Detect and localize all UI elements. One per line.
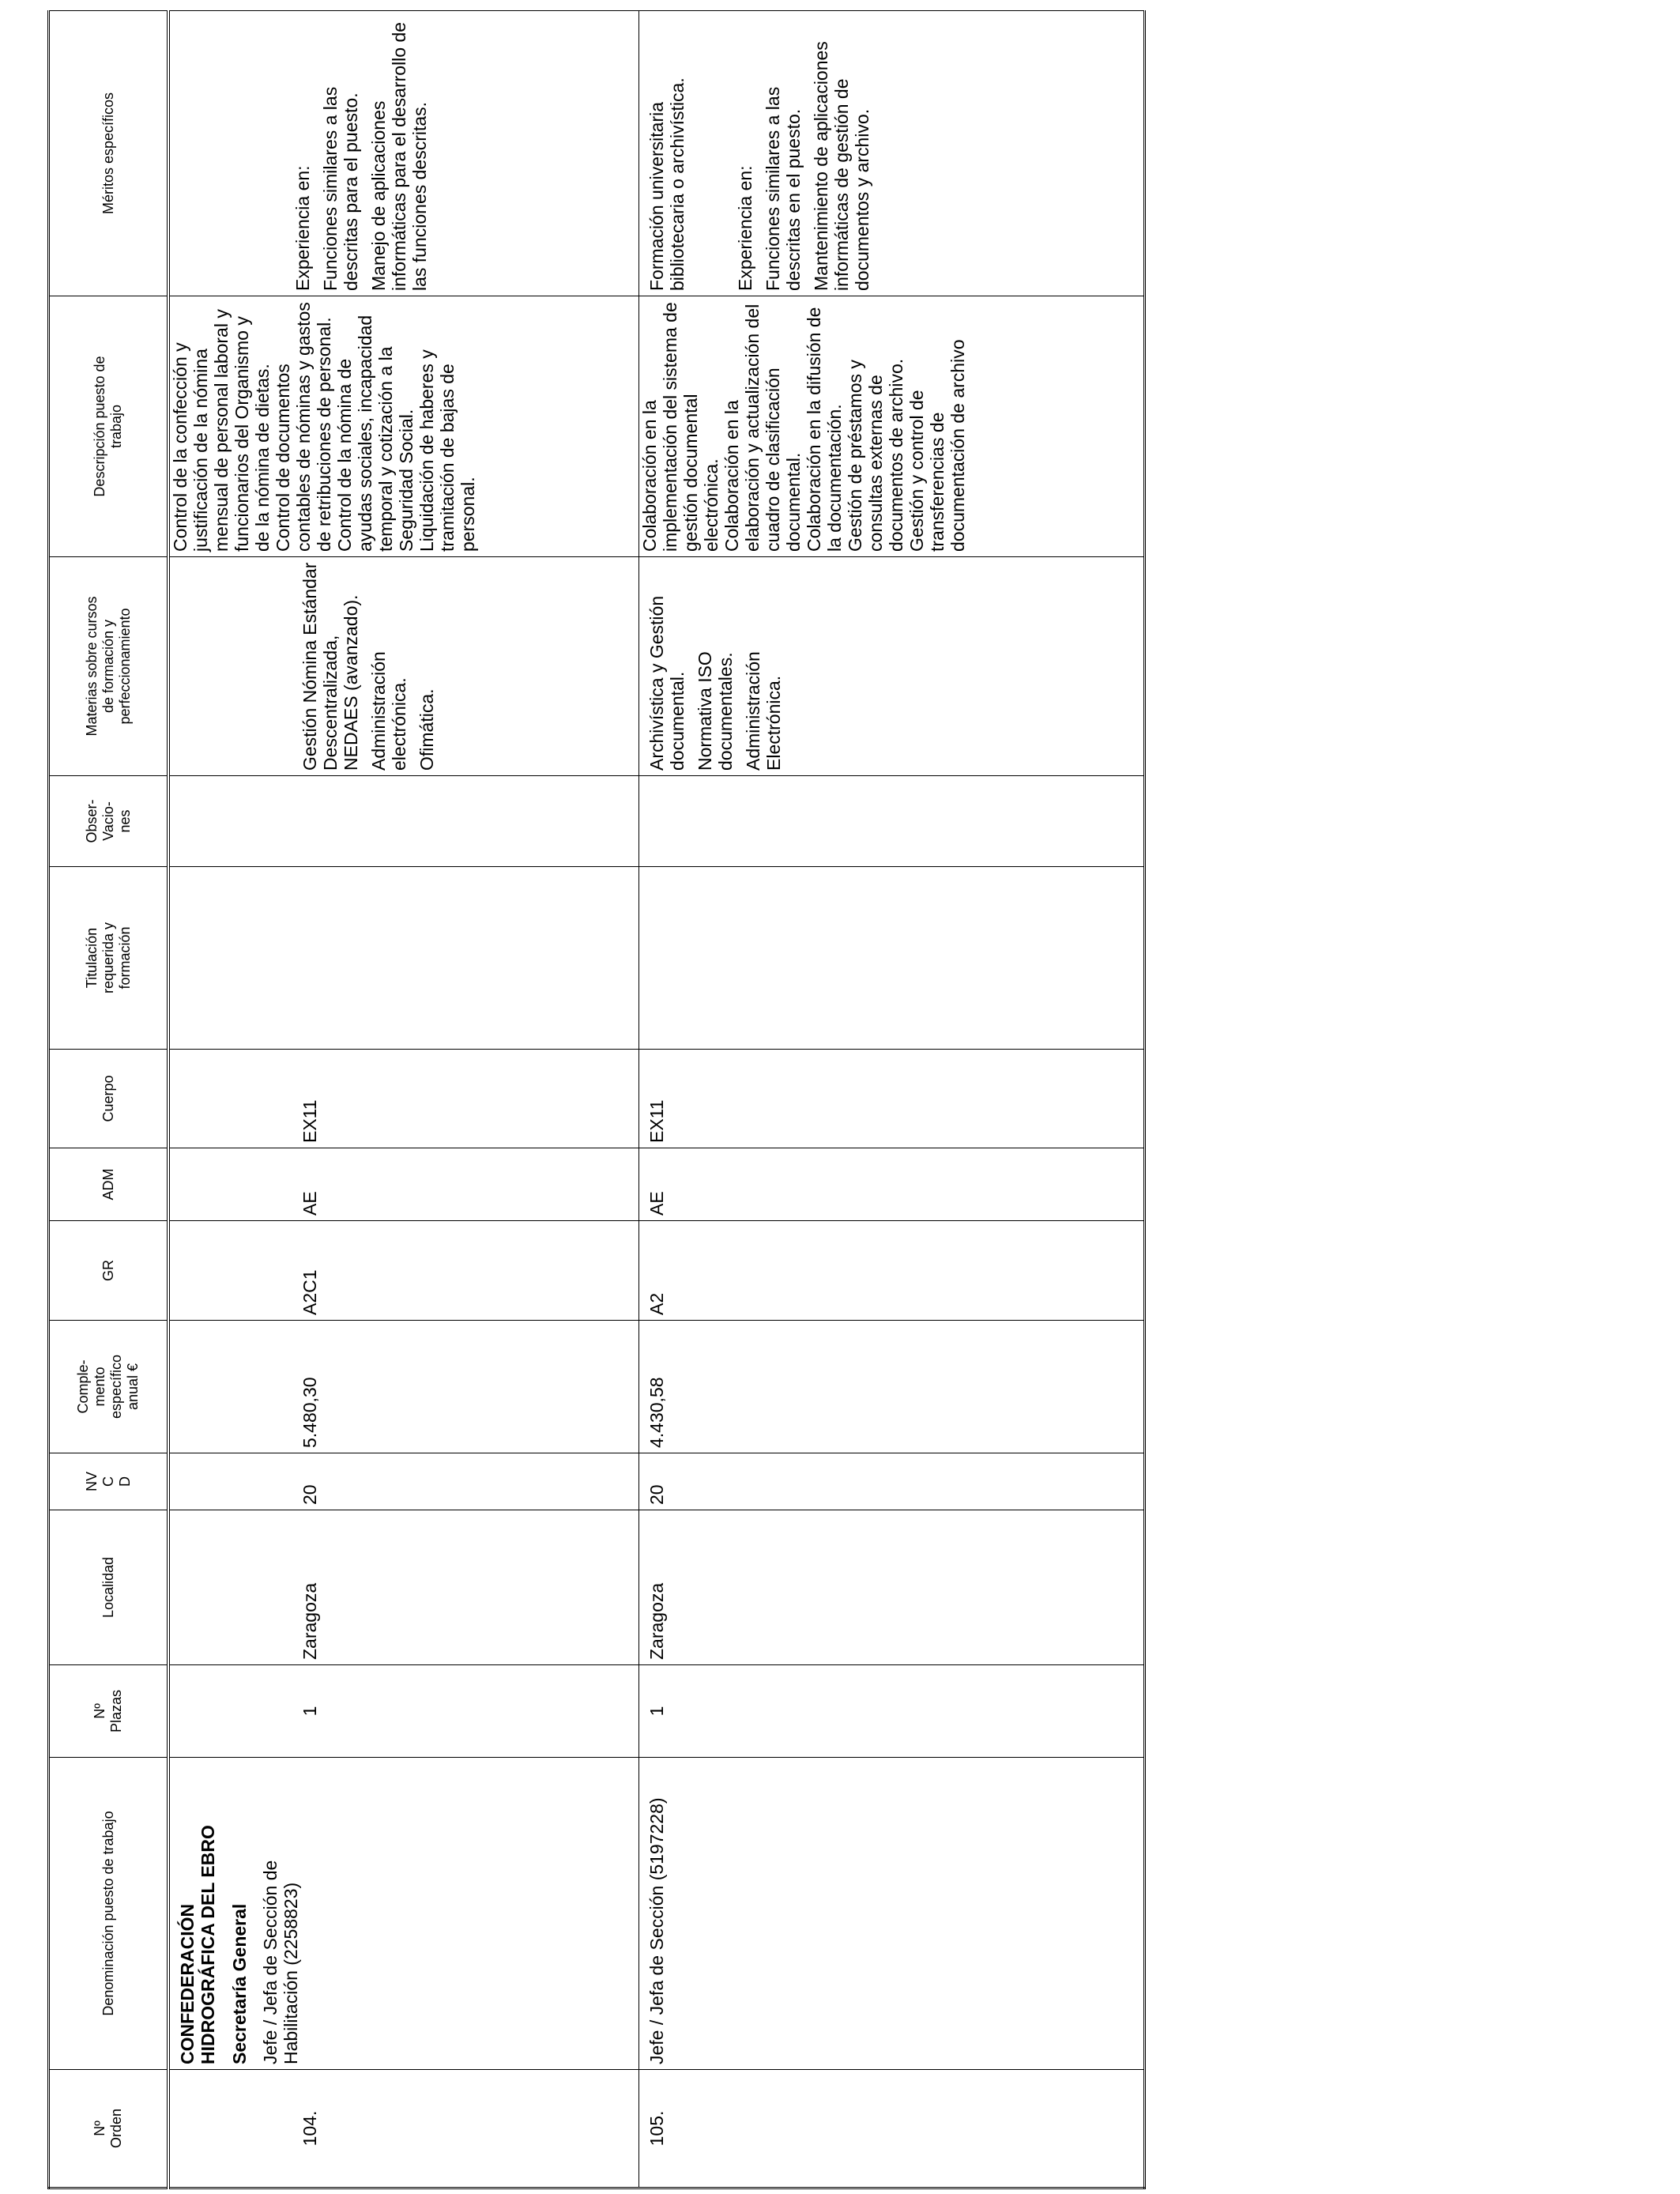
materia-item: Ofimática. — [416, 688, 437, 771]
header-localidad: Localidad — [49, 1510, 169, 1665]
organismo-heading: CONFEDERACIÓN HIDROGRÁFICA DEL EBRO — [177, 1825, 218, 2064]
cell-orden: 105. — [638, 2070, 1144, 2188]
header-meritos: Méritos específicos — [49, 11, 169, 296]
header-orden: Nº Orden — [49, 2070, 169, 2188]
cell-localidad: Zaragoza — [638, 1510, 1144, 1665]
cell-complemento: 5.480,30 — [168, 1321, 638, 1453]
cell-grupo: A2C1 — [168, 1221, 638, 1321]
descripcion-list — [170, 301, 478, 552]
table-row-104 — [168, 11, 638, 2188]
materia-item: Archivística y Gestión documental. — [646, 595, 687, 771]
denominacion-text: Jefe / Jefa de Sección de Habilitación (2258823) — [260, 1860, 301, 2064]
header-nivel: NV C D — [49, 1453, 169, 1510]
descripcion-item: Control de documentos contables de nóminas y gastos de retribuciones de personal. — [273, 302, 334, 552]
descripcion-item: Liquidación de haberes y tramitación de bajas de personal. — [416, 349, 478, 552]
descripcion-item: Control de la nómina de ayudas sociales, incapacidad temporal y cotización a la Seguridad Social. — [334, 315, 416, 552]
header-adm: ADM — [49, 1148, 169, 1221]
cell-cuerpo: EX11 — [638, 1050, 1144, 1148]
table-row-105 — [638, 11, 1144, 2188]
materia-item: Administración Electrónica. — [742, 651, 784, 771]
cell-meritos — [168, 11, 638, 296]
rpt-table — [47, 10, 1146, 2189]
header-grupo: GR — [49, 1221, 169, 1321]
merito-item: Funciones similares a las descritas en el puesto. — [762, 86, 804, 291]
merito-item: Funciones similares a las descritas para el puesto. — [320, 86, 361, 291]
cell-descripcion — [638, 296, 1144, 557]
materia-item: Gestión Nómina Estándar Descentralizada, NEDAES (avanzado). — [299, 562, 361, 771]
materia-item: Administración electrónica. — [368, 651, 409, 771]
cell-adm: AE — [638, 1148, 1144, 1221]
cell-titulacion — [638, 867, 1144, 1050]
header-plazas: Nº Plazas — [49, 1665, 169, 1758]
header-complemento: Comple- mento específico anual € — [49, 1321, 169, 1453]
descripcion-item: Gestión y control de transferencias de documentación de archivo — [906, 339, 968, 552]
cell-grupo: A2 — [638, 1221, 1144, 1321]
cell-denominacion — [168, 1758, 638, 2070]
descripcion-item: Gestión de préstamos y consultas externas de documentos de archivo. — [844, 358, 906, 552]
cell-observaciones — [638, 776, 1144, 867]
merito-item: Mantenimiento de aplicaciones informáticas de gestión de documentos y archivo. — [810, 41, 872, 291]
header-descripcion: Descripción puesto de trabajo — [49, 296, 169, 557]
cell-cuerpo: EX11 — [168, 1050, 638, 1148]
cell-observaciones — [168, 776, 638, 867]
header-titulacion: Titulación requerida y formación — [49, 867, 169, 1050]
cell-plazas: 1 — [638, 1665, 1144, 1758]
header-denominacion: Denominación puesto de trabajo — [49, 1758, 169, 2070]
materia-item: Normativa ISO documentales. — [694, 651, 736, 771]
meritos-formacion: Formación universitaria bibliotecaria o archivística. — [646, 77, 687, 291]
descripcion-item: Colaboración en la elaboración y actualización del cuadro de clasificación documental. — [721, 303, 804, 552]
descripcion-item: Colaboración en la difusión de la documentación. — [803, 307, 845, 552]
merito-item: Manejo de aplicaciones informáticas para el desarrollo de las funciones descritas. — [368, 21, 430, 291]
cell-nivel: 20 — [638, 1453, 1144, 1510]
rotated-table-wrapper — [47, 12, 1343, 2189]
header-materias: Materias sobre cursos de formación y perfeccionamiento — [49, 557, 169, 776]
cell-complemento: 4.430,58 — [638, 1321, 1144, 1453]
cell-adm: AE — [168, 1148, 638, 1221]
cell-orden: 104. — [168, 2070, 638, 2188]
cell-titulacion — [168, 867, 638, 1050]
cell-descripcion — [168, 296, 638, 557]
meritos-title: Experiencia en: — [292, 165, 313, 291]
unidad-heading: Secretaría General — [229, 1903, 250, 2064]
meritos-title: Experiencia en: — [734, 165, 755, 291]
cell-nivel: 20 — [168, 1453, 638, 1510]
header-cuerpo: Cuerpo — [49, 1050, 169, 1148]
descripcion-item: Control de la confección y justificación de la nómina mensual de personal laboral y funcionarios del Organismo y de la nómina de dietas. — [170, 309, 273, 552]
descripcion-item: Colaboración en la implementación del sistema de gestión documental electrónica. — [638, 302, 721, 552]
cell-localidad: Zaragoza — [168, 1510, 638, 1665]
cell-denominacion: Jefe / Jefa de Sección (5197228) — [638, 1758, 1144, 2070]
header-observaciones: Obser- Vacio- nes — [49, 776, 169, 867]
cell-materias — [638, 557, 1144, 776]
cell-plazas: 1 — [168, 1665, 638, 1758]
cell-meritos — [638, 11, 1144, 296]
descripcion-list — [639, 301, 968, 552]
header-row — [49, 11, 169, 2188]
cell-materias — [168, 557, 638, 776]
